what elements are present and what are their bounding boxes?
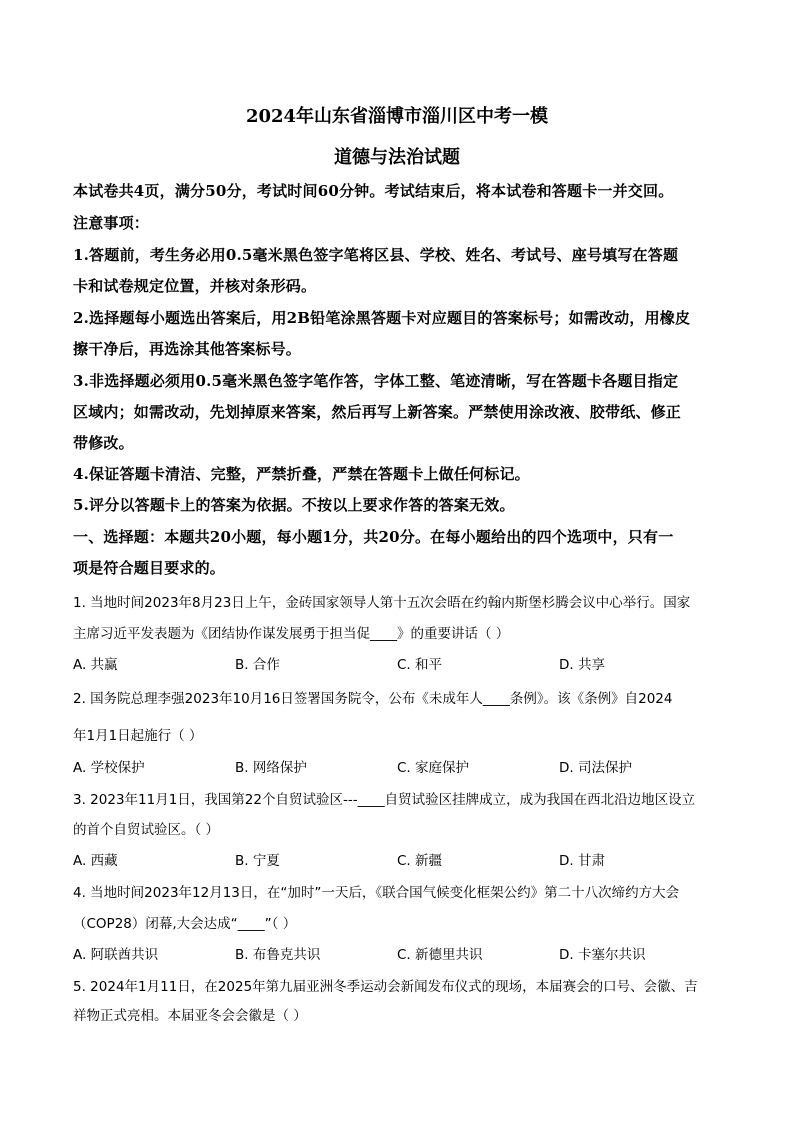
notes-heading: 注意事项： (73, 214, 150, 232)
section-heading-line-2: 项是符合题目要求的。 (73, 559, 226, 577)
question-1-option-a: A. 共赢 (73, 657, 118, 673)
question-4-option-b: B. 布鲁克共识 (235, 947, 321, 963)
note-3-line-1: 3.非选择题必须用0.5毫米黑色签字笔作答，字体工整、笔迹清晰，写在答题卡各题目指定 (73, 372, 679, 390)
question-2-line-1: 2. 国务院总理李强2023年10月16日签署国务院令，公布《未成年人____条例》。该《条例》自2024 (73, 691, 673, 707)
question-4-line-2: （COP28）闭幕,大会达成“____”（ ） (73, 916, 297, 932)
question-5-line-2: 祥物正式亮相。本届亚冬会会徽是（ ） (73, 1008, 307, 1024)
note-2-line-2: 擦干净后，再选涂其他答案标号。 (73, 340, 302, 358)
question-1-line-1: 1. 当地时间2023年8月23日上午，金砖国家领导人第十五次会晤在约翰内斯堡杉腾会议中心举行。国家 (73, 595, 691, 611)
note-1-line-2: 卡和试卷规定位置，并核对条形码。 (73, 277, 317, 295)
note-2-line-1: 2.选择题每小题选出答案后，用2B铅笔涂黑答题卡对应题目的答案标号；如需改动，用橡皮 (73, 309, 691, 327)
question-1-option-b: B. 合作 (235, 657, 280, 673)
question-4-option-d: D. 卡塞尔共识 (559, 947, 646, 963)
question-1-option-d: D. 共享 (559, 657, 605, 673)
question-2-option-a: A. 学校保护 (73, 760, 145, 776)
section-heading-line-1: 一、选择题：本题共20小题，每小题1分，共20分。在每小题给出的四个选项中，只有一 (73, 528, 674, 546)
question-3-option-c: C. 新疆 (397, 853, 443, 869)
question-3-line-2: 的首个自贸试验区。（ ） (73, 822, 220, 838)
question-3-option-b: B. 宁夏 (235, 853, 280, 869)
question-2-option-d: D. 司法保护 (559, 760, 632, 776)
question-1-line-2: 主席习近平发表题为《团结协作谋发展勇于担当促____》的重要讲话（ ） (73, 626, 510, 642)
exam-subtitle: 道德与法治试题 (334, 147, 460, 168)
question-3-option-a: A. 西藏 (73, 853, 118, 869)
question-4-option-c: C. 新德里共识 (397, 947, 483, 963)
question-2-line-2: 年1月1日起施行（ ） (73, 728, 203, 744)
note-3-line-2: 区域内；如需改动，先划掉原来答案，然后再写上新答案。严禁使用涂改液、胶带纸、修正 (73, 403, 682, 421)
question-3-line-1: 3. 2023年11月1日，我国第22个自贸试验区---____自贸试验区挂牌成立，成为我国在西北沿边地区设立 (73, 792, 696, 808)
note-4: 4.保证答题卡清洁、完整，严禁折叠，严禁在答题卡上做任何标记。 (73, 465, 530, 483)
question-1-option-c: C. 和平 (397, 657, 443, 673)
note-3-line-3: 带修改。 (73, 434, 134, 452)
question-3-option-d: D. 甘肃 (559, 853, 605, 869)
question-4-line-1: 4. 当地时间2023年12月13日，在“加时”一天后，《联合国气候变化框架公约》第二十八次缔约方大会 (73, 885, 680, 901)
intro-text: 本试卷共4页，满分50分，考试时间60分钟。考试结束后，将本试卷和答题卡一并交回。 (73, 182, 674, 200)
question-2-option-b: B. 网络保护 (235, 760, 307, 776)
question-5-line-1: 5. 2024年1月11日，在2025年第九届亚洲冬季运动会新闻发布仪式的现场，本届赛会的口号、会徽、吉 (73, 979, 698, 995)
exam-title: 2024年山东省淄博市淄川区中考一模 (245, 106, 549, 127)
note-5: 5.评分以答题卡上的答案为依据。不按以上要求作答的答案无效。 (73, 496, 515, 514)
question-2-option-c: C. 家庭保护 (397, 760, 470, 776)
question-4-option-a: A. 阿联酋共识 (73, 947, 159, 963)
note-1-line-1: 1.答题前，考生务必用0.5毫米黑色签字笔将区县、学校、姓名、考试号、座号填写在答题 (73, 246, 679, 264)
